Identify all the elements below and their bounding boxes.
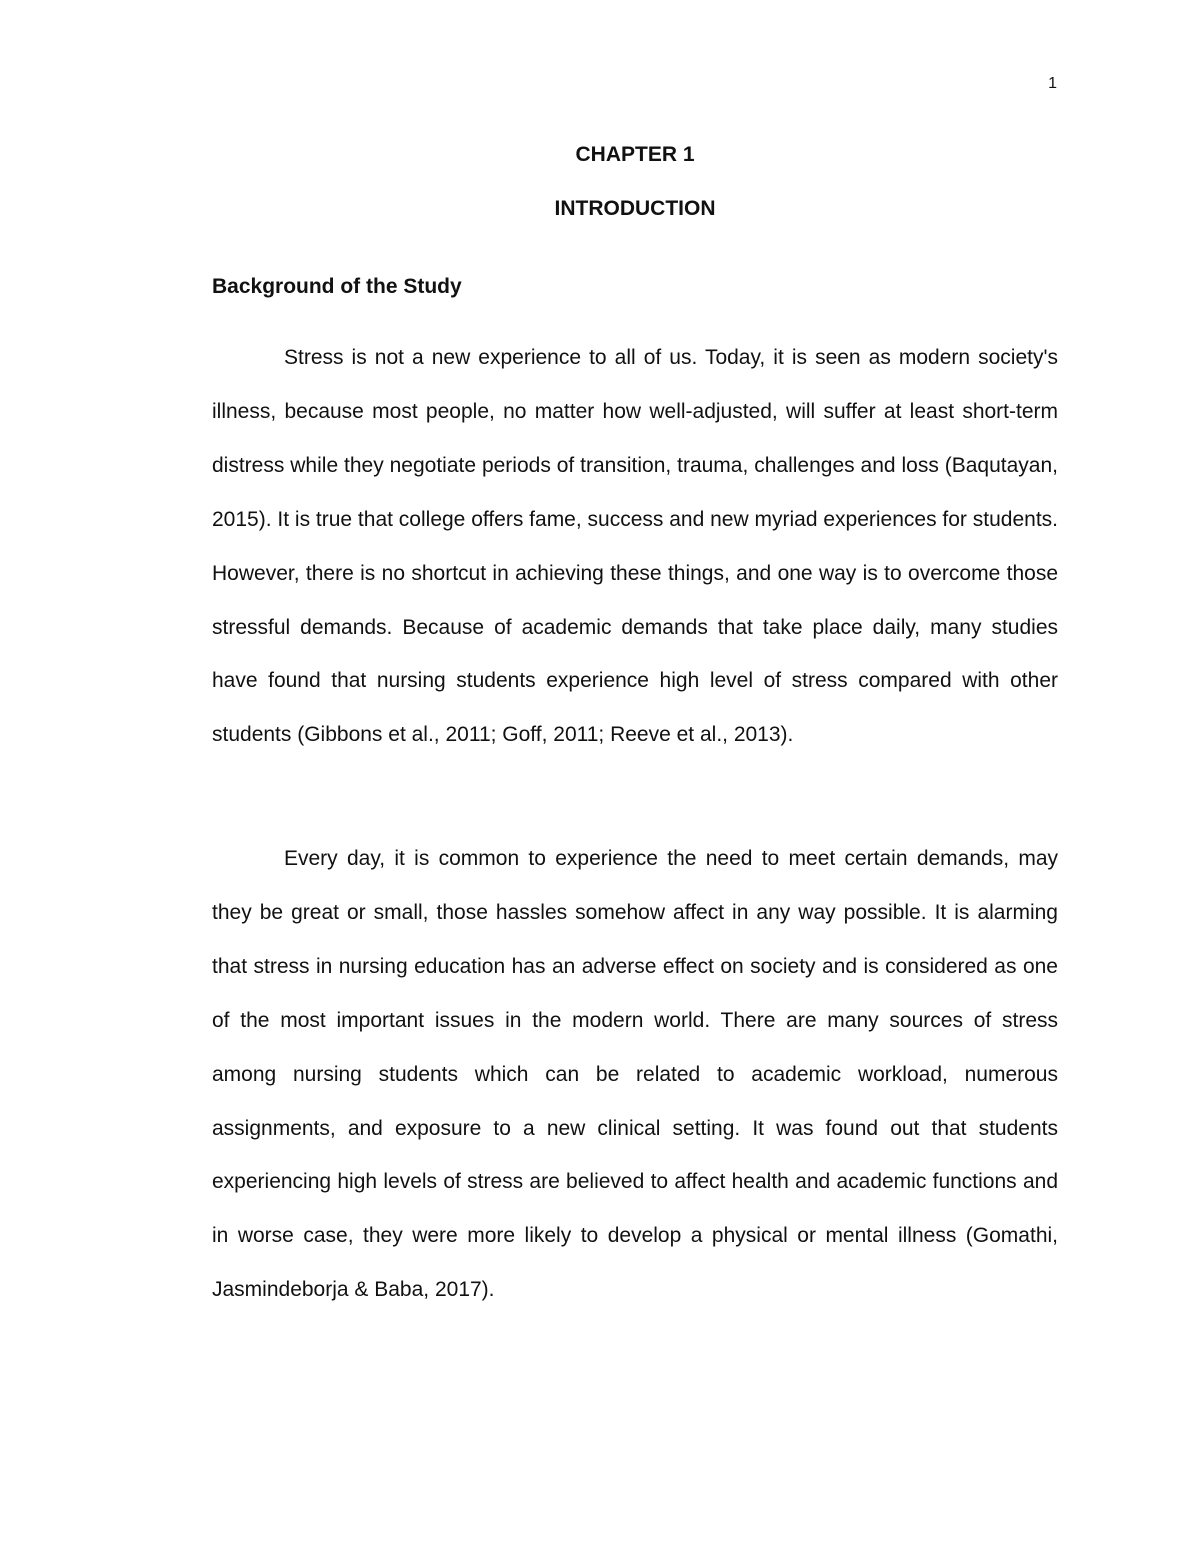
body-paragraph: Stress is not a new experience to all of us. Today, it is seen as modern society's illness, because most people, no matter how well-adjusted, will suffer at least short-term distress while they negotiate periods of transition, trauma, challenges and loss (Baqutayan, 2015). It is true that college offers fame, success and new myriad experiences for students. However, there is no shortcut in achieving these things, and one way is to overcome those stressful demands. Because of academic demands that take place daily, many studies have found that nursing students experience high level of stress compared with other students (Gibbons et al., 2011; Goff, 2011; Reeve et al., 2013). bbox=[212, 346, 1058, 747]
page-number: 1 bbox=[1048, 75, 1057, 92]
chapter-label: CHAPTER 1 bbox=[575, 143, 695, 166]
chapter-title: INTRODUCTION bbox=[554, 197, 716, 220]
body-paragraph: Every day, it is common to experience the need to meet certain demands, may they be great or small, those hassles somehow affect in any way possible. It is alarming that stress in nursing education has an adverse effect on society and is considered as one of the most important issues in the modern world. There are many sources of stress among nursing students which can be related to academic workload, numerous assignments, and exposure to a new clinical setting. It was found out that students experiencing high levels of stress are believed to affect health and academic functions and in worse case, they were more likely to develop a physical or mental illness (Gomathi, Jasmindeborja & Baba, 2017). bbox=[212, 847, 1058, 1302]
section-heading: Background of the Study bbox=[212, 275, 462, 298]
